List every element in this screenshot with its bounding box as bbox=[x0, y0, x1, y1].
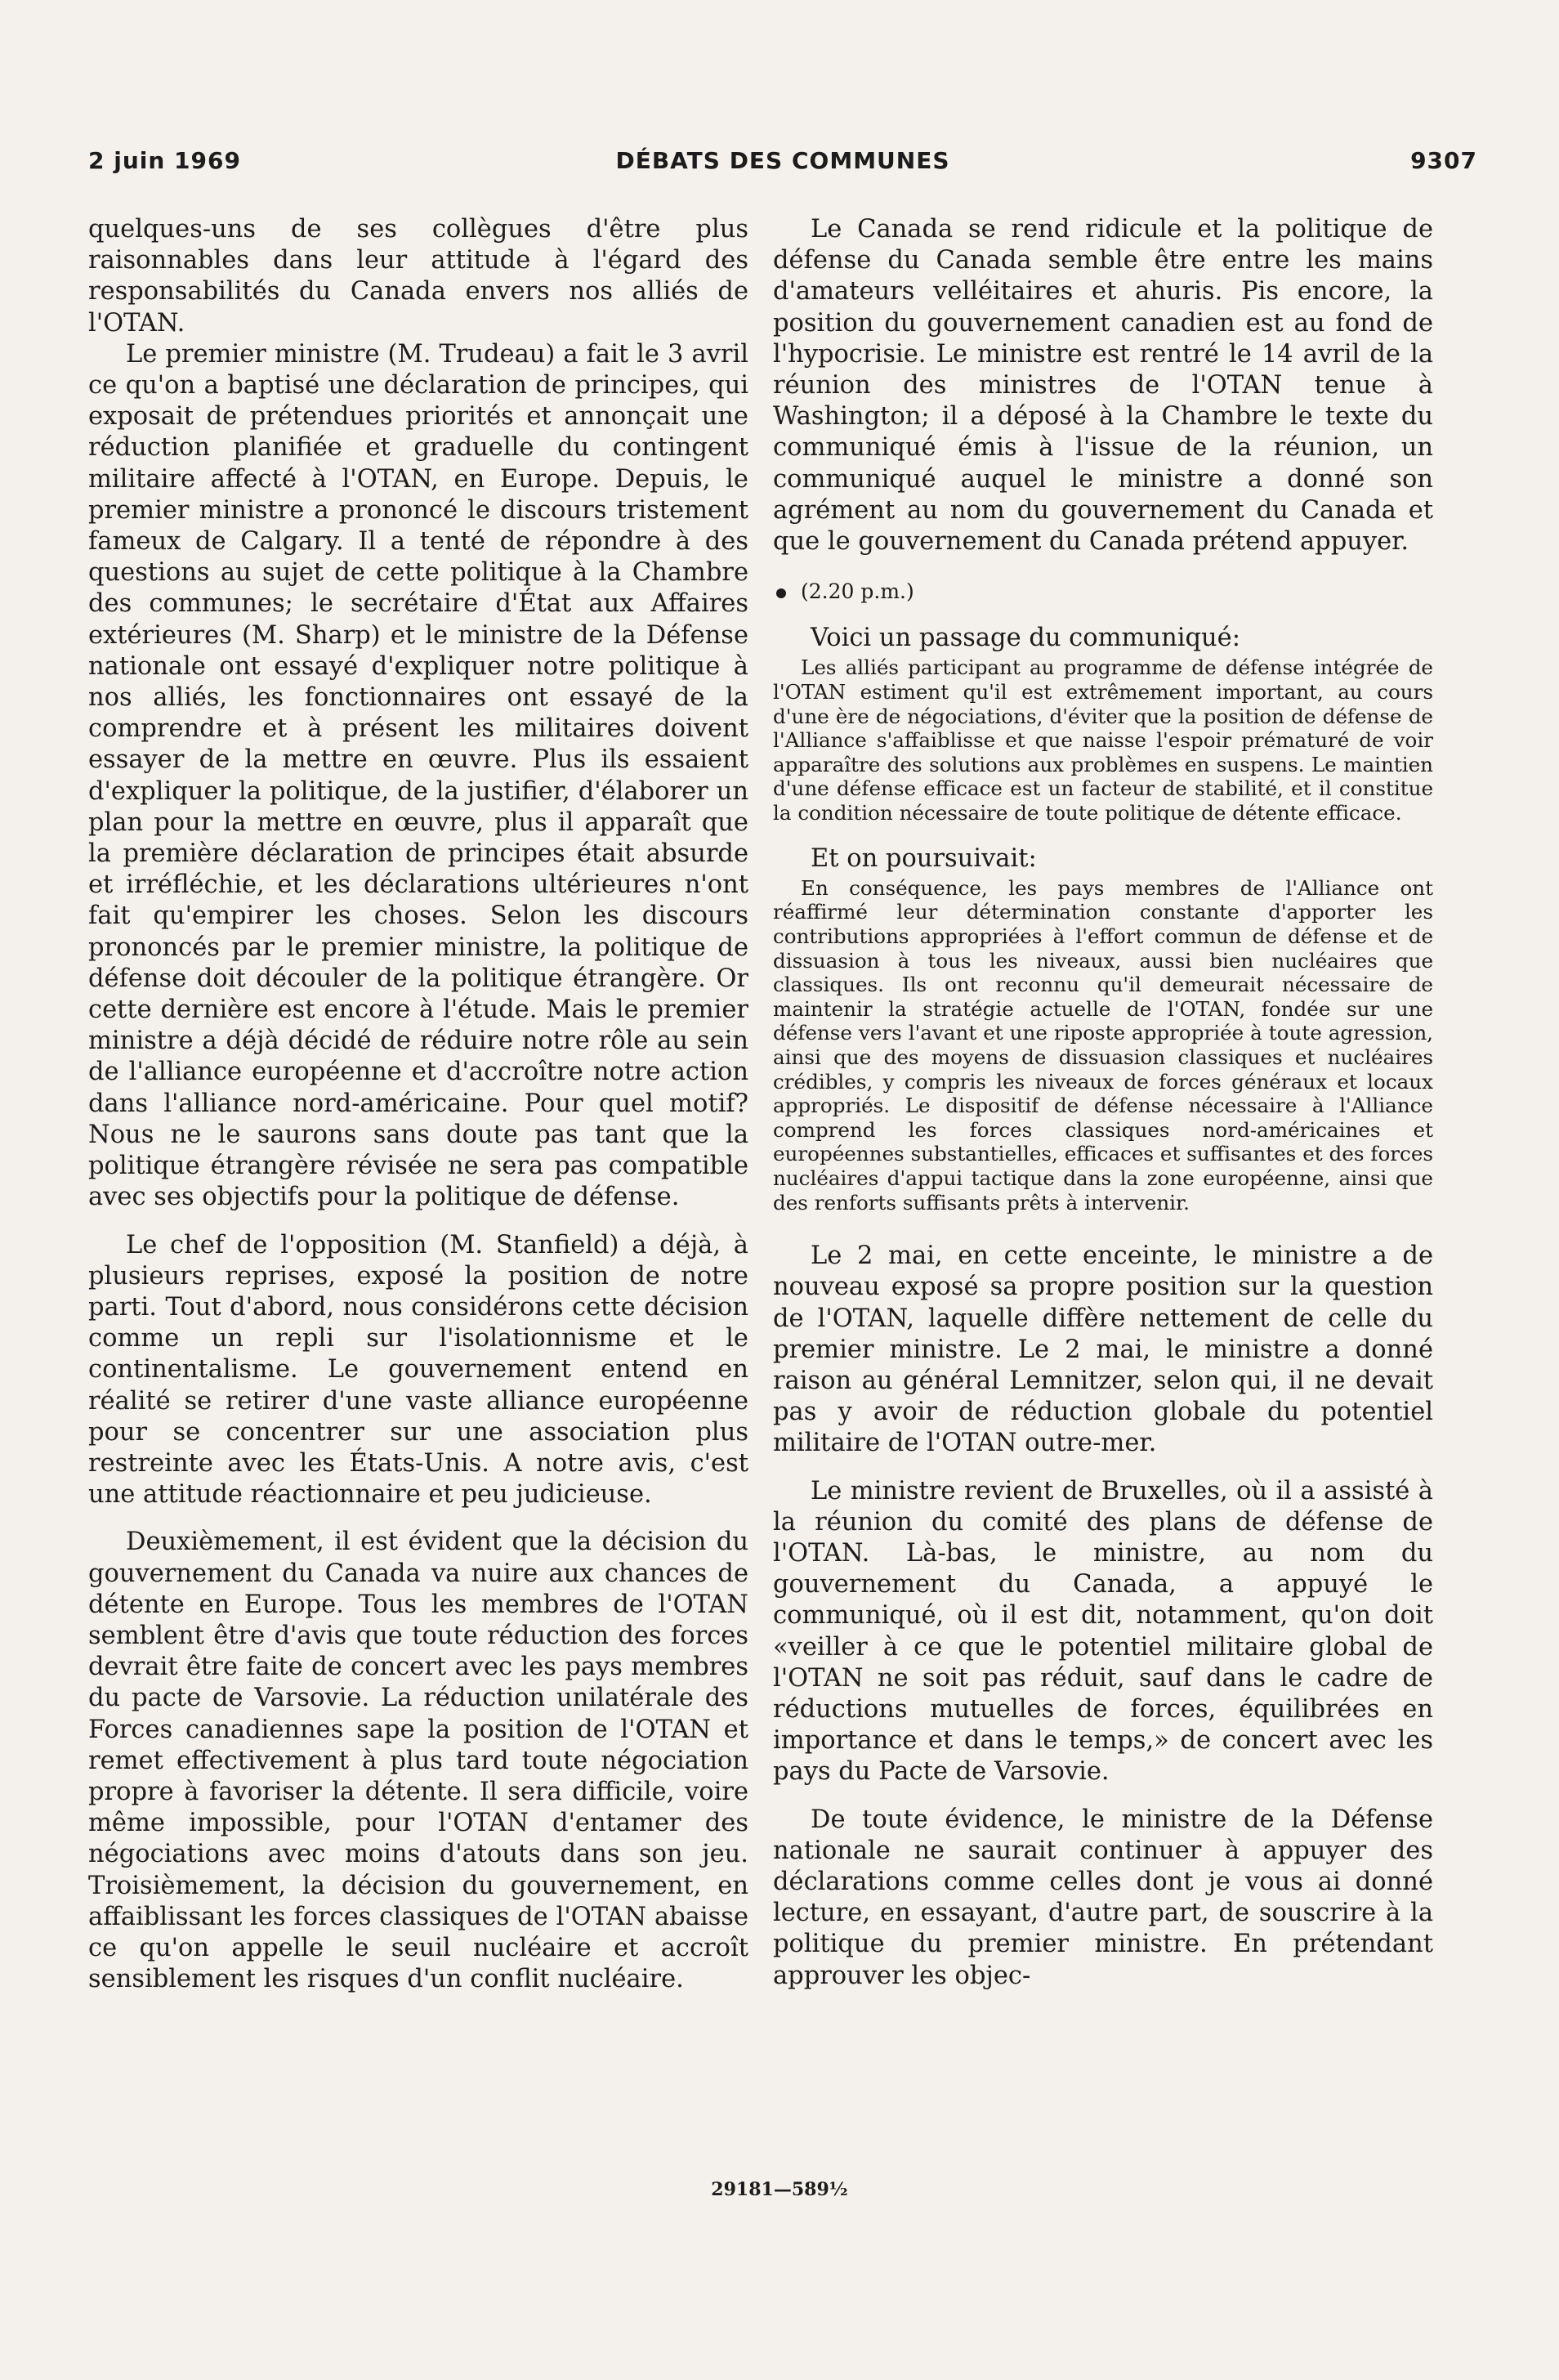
left-paragraph-2: Le premier ministre (M. Trudeau) a fait le 3 avril ce qu'on a baptisé une déclaration de principes, qui exposait de prétendues priorités et annonçait une réduction planifiée et graduelle du contingent militaire affecté à l'OTAN, en Europe. Depuis, le premier ministre a prononcé le discours tristement fameux de Calgary. Il a tenté de répondre à des questions au sujet de cette politique à la Chambre des communes; le secrétaire d'État aux Affaires extérieures (M. Sharp) et le ministre de la Défense nationale ont essayé d'expliquer notre politique à nos alliés, les fonctionnaires ont essayé de la comprendre et à présent les militaires doivent essayer de la mettre en œuvre. Plus ils essaient d'expliquer la politique, de la justifier, d'élaborer un plan pour la mettre en œuvre, plus il apparaît que la première déclaration de principes était absurde et irréfléchie, et les déclarations ultérieures n'ont fait qu'empirer les choses. Selon les discours prononcés par le premier ministre, la politique de défense doit découler de la politique étrangère. Or cette dernière est encore à l'étude. Mais le premier ministre a déjà décidé de réduire notre rôle au sein de l'alliance européenne et d'accroître notre action dans l'alliance nord-américaine. Pour quel motif? Nous ne le saurons sans doute pas tant que la politique étrangère révisée ne sera pas compatible avec ses objectifs pour la politique de défense. bbox=[88, 339, 748, 1212]
block-quote-2: En conséquence, les pays membres de l'Alliance ont réaffirmé leur détermination constante d'apporter les contributions appropriées à l'effort commun de défense et de dissuasion à tous les niveaux, aussi bien nucléaires que classiques. Ils ont reconnu qu'il demeurait nécessaire de maintenir la stratégie actuelle de l'OTAN, fondée sur une défense vers l'avant et une riposte appropriée à toute agression, ainsi que des moyens de dissuasion classiques et nucléaires crédibles, y compris les niveaux de forces généraux et locaux appropriés. Le dispositif de défense nécessaire à l'Alliance comprend les forces classiques nord-américaines et européennes substantielles, efficaces et suffisantes et des forces nucléaires d'appui tactique dans la zone européenne, ainsi que des renforts suffisants prêts à intervenir. bbox=[773, 875, 1433, 1215]
left-paragraph-3: Le chef de l'opposition (M. Stanfield) a déjà, à plusieurs reprises, exposé la position de notre parti. Tout d'abord, nous considérons cette décision comme un repli sur l'isolationnisme et le continentalisme. Le gouvernement entend en réalité se retirer d'une vaste alliance européenne pour se concentrer sur une association plus restreinte avec les États-Unis. A notre avis, c'est une attitude réactionnaire et peu judicieuse. bbox=[88, 1230, 748, 1510]
left-paragraph-1: quelques-uns de ses collègues d'être plus raisonnables dans leur attitude à l'égard des responsabilités du Canada envers nos alliés de l'OTAN. bbox=[88, 215, 748, 338]
header-title: DÉBATS DES COMMUNES bbox=[615, 147, 950, 174]
right-column bbox=[773, 214, 1433, 1992]
right-paragraph-5: Le ministre revient de Bruxelles, où il a assisté à la réunion du comité des plans de défense de l'OTAN. Là-bas, le ministre, au nom du gouvernement du Canada, a appuyé le communiqué, où il est dit, notamment, qu'on doit «veiller à ce que le potentiel militaire global de l'OTAN ne soit pas réduit, sauf dans le cadre de réductions mutuelles de forces, équilibrées en importance et dans le temps,» de concert avec les pays du Pacte de Varsovie. bbox=[773, 1476, 1433, 1787]
time-stamp bbox=[773, 579, 1433, 605]
right-paragraph-2: Voici un passage du communiqué: bbox=[811, 624, 1241, 653]
time-stamp-text: (2.20 p.m.) bbox=[801, 579, 914, 604]
bullet-icon bbox=[776, 588, 786, 598]
left-paragraph-4: Deuxièmement, il est évident que la décision du gouvernement du Canada va nuire aux chances de détente en Europe. Tous les membres de l'OTAN semblent être d'avis que toute réduction des forces devrait être faite de concert avec les pays membres du pacte de Varsovie. La réduction unilatérale des Forces canadiennes sape la position de l'OTAN et remet effectivement à plus tard toute négociation propre à favoriser la détente. Il sera difficile, voire même impossible, pour l'OTAN d'entamer des négociations avec moins d'atouts dans son jeu. Troisièmement, la décision du gouvernement, en affaiblissant les forces classiques de l'OTAN abaisse ce qu'on appelle le seuil nucléaire et accroît sensiblement les risques d'un conflit nucléaire. bbox=[88, 1528, 748, 1994]
right-paragraph-1: Le Canada se rend ridicule et la politique de défense du Canada semble être entre les mains d'amateurs velléitaires et ahuris. Pis encore, la position du gouvernement canadien est au fond de l'hypocrisie. Le ministre est rentré le 14 avril de la réunion des ministres de l'OTAN tenue à Washington; il a déposé à la Chambre le texte du communiqué émis à l'issue de la réunion, un communiqué auquel le ministre a donné son agrément au nom du gouvernement du Canada et que le gouvernement du Canada prétend appuyer. bbox=[773, 215, 1433, 557]
right-paragraph-6: De toute évidence, le ministre de la Défense nationale ne saurait continuer à appuyer des déclarations comme celles dont je vous ai donné lecture, en essayant, d'autre part, de souscrire à la politique du premier ministre. En prétendant approuver les objec- bbox=[773, 1805, 1433, 1990]
right-paragraph-3: Et on poursuivait: bbox=[811, 843, 1037, 873]
footer-code: 29181—589½ bbox=[711, 2179, 848, 2200]
header-page-number: 9307 bbox=[1410, 147, 1477, 174]
left-column bbox=[88, 214, 748, 1995]
block-quote-1: Les alliés participant au programme de défense intégrée de l'OTAN estiment qu'il est extrêmement important, au cours d'une ère de négociations, d'éviter que la position de défense de l'Alliance s'affaiblisse et que naisse l'espoir prématuré de voir apparaître des solutions aux problèmes en suspens. Le maintien d'une défense efficace est un facteur de stabilité, et il constitue la condition nécessaire de toute politique de détente efficace. bbox=[773, 655, 1433, 825]
right-paragraph-4: Le 2 mai, en cette enceinte, le ministre a de nouveau exposé sa propre position sur la question de l'OTAN, laquelle diffère nettement de celle du premier ministre. Le 2 mai, le ministre a donné raison au général Lemnitzer, selon qui, il ne devait pas y avoir de réduction globale du potentiel militaire de l'OTAN outre-mer. bbox=[773, 1241, 1433, 1458]
page-header bbox=[88, 147, 1477, 188]
header-date: 2 juin 1969 bbox=[88, 147, 241, 174]
